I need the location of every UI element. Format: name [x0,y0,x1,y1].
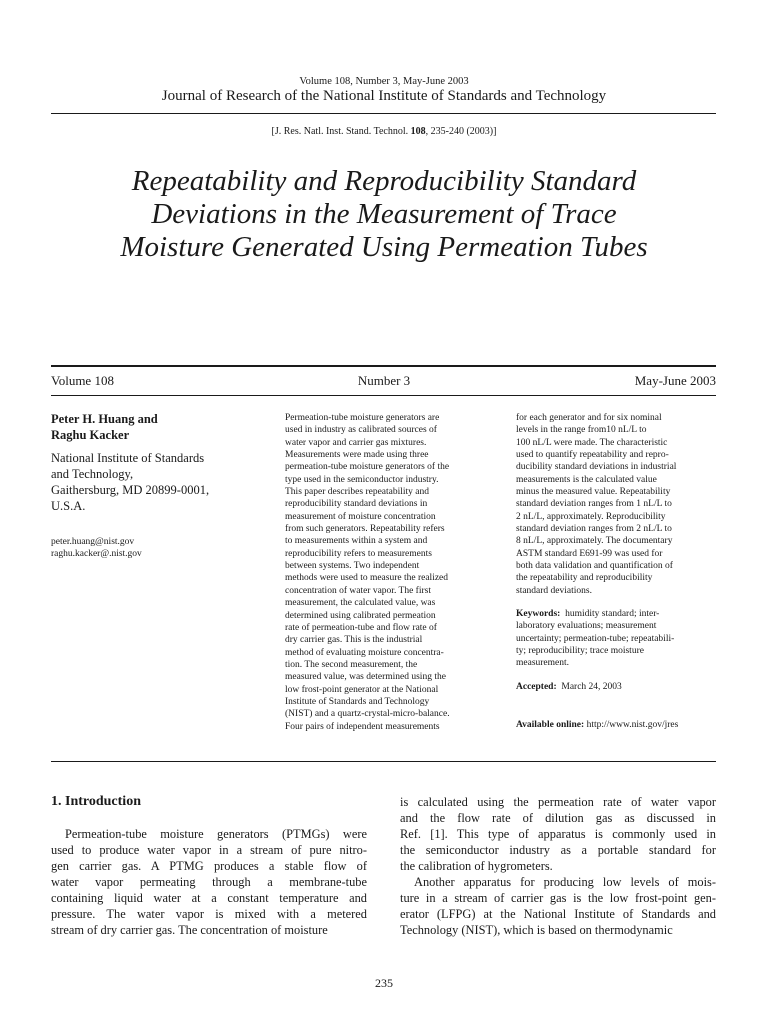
meta-volume: Volume 108 [51,373,114,388]
page-number: 235 [375,976,393,990]
keywords-line: laboratory evaluations; measurement [516,621,657,632]
abstract-column-2 [516,412,721,597]
abstract-line: levels in the range from10 nL/L to [516,425,647,436]
body-line: the semiconductor industry as a portable standard for [400,843,716,857]
affiliation-line: National Institute of Standards [51,451,205,465]
abstract-line: the repeatability and reproducibility [516,573,653,584]
keywords-text: humidity standard; inter- [565,609,660,619]
abstract-line: Four pairs of independent measurements [285,721,440,732]
affiliation-line: and Technology, [51,467,134,481]
abstract-line: rate of permeation-tube and flow rate of [285,622,437,633]
affiliation [51,450,261,514]
authors [51,411,251,443]
body-line: used to produce water vapor in a stream of pure nitro- [51,843,367,857]
abstract-line: both data validation and quantification of [516,561,673,572]
abstract-line: tion. The second measurement, the [285,659,418,670]
abstract-line: Permeation-tube moisture generators are [285,413,440,423]
abstract-line: method of evaluating moisture concentra- [285,647,444,658]
journal-name: Journal of Research of the National Institute of Standards and Technology [161,88,607,104]
body-line: gen carrier gas. A PTMG produces a stable flow of [51,859,367,873]
title-line: Repeatability and Reproducibility Standard [131,165,637,197]
body-line: Another apparatus for producing low levels of mois- [414,875,716,889]
abstract-line: ASTM standard E691-99 was used for [516,548,663,559]
section-heading: 1. Introduction [51,794,141,809]
intro-right-column [400,794,716,938]
emails [51,536,251,560]
abstract-line: type used in the semiconductor industry. [285,474,439,485]
keywords-line: uncertainty; permeation-tube; repeatabili- [516,633,675,644]
abstract-line: for each generator and for six nominal [516,413,662,423]
abstract-line: methods were used to measure the realized [285,573,449,584]
abstract-line: reproducibility refers to measurements [285,548,432,559]
meta-bottom-rule [51,395,716,396]
abstract-line: 100 nL/L were made. The characteristic [516,437,668,448]
author-line: Raghu Kacker [51,428,130,442]
abstract-line: to measurements within a system and [285,536,428,547]
keywords-line: ty; reproducibility; trace moisture [516,646,644,657]
body-line: Ref. [1]. This type of apparatus is commonly used in [400,827,716,841]
meta-date: May-June 2003 [634,373,716,388]
abstract-line: standard deviation ranges from 2 nL/L to [516,524,672,535]
keywords-label: Keywords: [516,609,561,619]
available-online: Available online: http://www.nist.gov/jres [516,720,679,730]
abstract-line: used in industry as calibrated sources of [285,425,437,436]
accepted-date: Accepted: March 24, 2003 [516,682,622,692]
body-line: ture in a stream of carrier gas is the low frost-point gen- [400,891,716,905]
body-line: is calculated using the permeation rate of water vapor [400,795,716,809]
abstract-line: standard deviation ranges from 1 nL/L to [516,499,672,510]
abstract-line: 2 nL/L, approximately. Reproducibility [516,511,666,522]
keywords-line: measurement. [516,658,570,669]
meta-number: Number 3 [357,373,411,388]
affiliation-line: Gaithersburg, MD 20899-0001, [51,483,210,497]
body-line: containing liquid water at a constant temperature and [51,891,367,905]
abstract-line: measurement of moisture concentration [285,511,436,522]
abstract-line: measurements is the calculated value [516,474,657,485]
abstract-line: from such generators. Repeatability refers [285,524,445,535]
author-line: Peter H. Huang and [51,412,158,426]
citation: [J. Res. Natl. Inst. Stand. Technol. 108, 235-240 (2003)] [271,126,497,137]
keywords-line [516,608,716,620]
abstract-line: standard deviations. [516,585,592,596]
abstract-line: measurement, the calculated value, was [285,598,436,609]
intro-left-column [51,826,367,938]
paper-title [0,165,768,264]
body-line: Technology (NIST), which is based on thermodynamic [400,923,673,937]
header-rule [51,113,716,114]
email-address: raghu.kacker@.nist.gov [51,549,142,559]
body-line: the calibration of hygrometers. [400,859,553,873]
abstract-line: Institute of Standards and Technology [285,696,430,707]
abstract-line: permeation-tube moisture generators of the [285,462,450,473]
body-line: pressure. The water vapor is mixed with a metered [51,907,367,921]
meta-top-rule [51,365,716,367]
abstract-line: low frost-point generator at the National [285,684,439,695]
abstract-line: ducibility standard deviations in industrial [516,462,677,473]
issue-line: Volume 108, Number 3, May-June 2003 [299,76,469,87]
abstract-line: (NIST) and a quartz-crystal-micro-balance. [285,709,450,720]
abstract-line: minus the measured value. Repeatability [516,487,671,498]
abstract-line: 8 nL/L, approximately. The documentary [516,536,673,547]
abstract-line: between systems. Two independent [285,561,420,572]
keywords [516,608,716,670]
title-line: Moisture Generated Using Permeation Tubes [120,231,648,263]
body-line: water vapor permeating through a membrane-tube [51,875,367,889]
abstract-line: Measurements were made using three [285,450,429,461]
body-line: Permeation-tube moisture generators (PTMGs) were [65,827,367,841]
abstract-line: water vapor and carrier gas mixtures. [285,437,427,448]
abstract-line: measured value, was determined using the [285,672,446,683]
abstract-column-1 [285,412,490,733]
abstract-line: used to quantify repeatability and repro- [516,450,669,461]
abstract-line: dry carrier gas. This is the industrial [285,635,423,646]
body-line: erator (LFPG) at the National Institute of Standards and [400,907,716,921]
abstract-line: determined using calibrated permeation [285,610,436,621]
jres-link[interactable]: http://www.nist.gov/jres [586,720,679,730]
abstract-line: reproducibility standard deviations in [285,499,428,510]
affiliation-line: U.S.A. [51,499,86,513]
title-line: Deviations in the Measurement of Trace [151,198,617,230]
email-address: peter.huang@nist.gov [51,537,135,547]
abstract-line: concentration of water vapor. The first [285,585,431,596]
abstract-bottom-rule [51,761,716,762]
abstract-line: This paper describes repeatability and [285,487,430,498]
body-line: stream of dry carrier gas. The concentration of moisture [51,923,328,937]
body-line: and the flow rate of dilution gas as discussed in [400,811,716,825]
